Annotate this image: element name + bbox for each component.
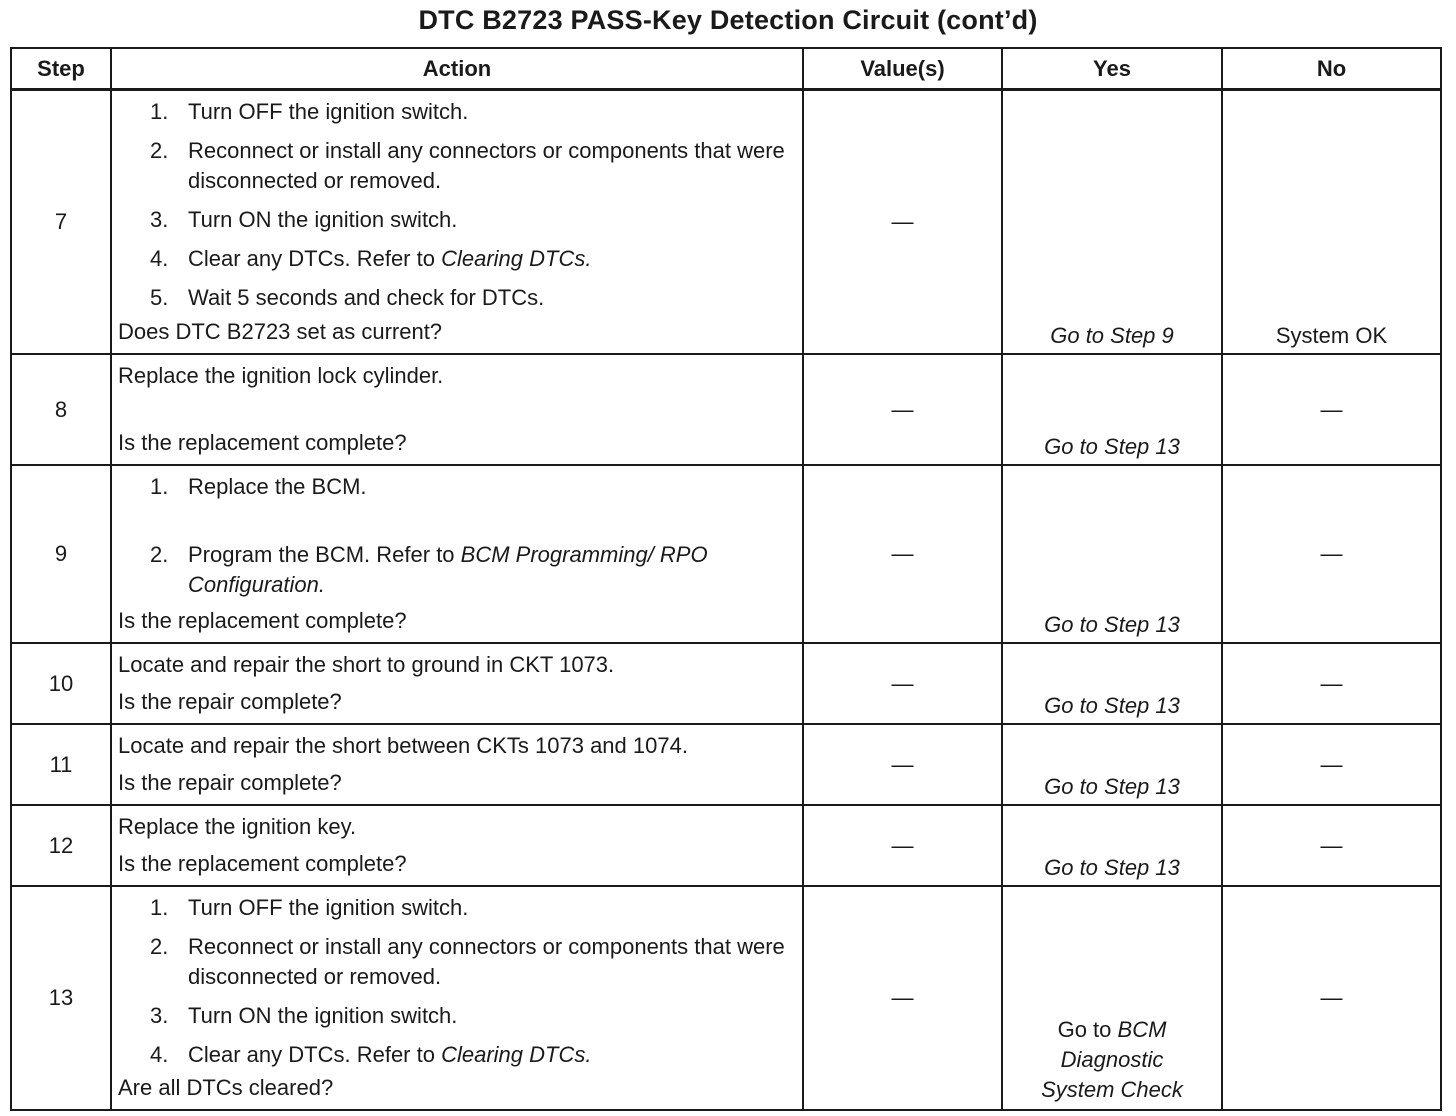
reference-link: BCM Diagnostic System Check [1041, 1017, 1183, 1102]
values-cell: — [803, 465, 1002, 643]
action-question: Is the replacement complete? [118, 430, 407, 455]
yes-cell [1002, 465, 1222, 643]
table-row [11, 465, 1441, 643]
list-item: 1. Turn OFF the ignition switch. [150, 99, 469, 124]
no-cell: — [1222, 465, 1441, 643]
no-cell [1222, 90, 1441, 355]
action-cell [111, 643, 803, 724]
action-question: Are all DTCs cleared? [118, 1075, 334, 1100]
no-cell: — [1222, 886, 1441, 1110]
table-row [11, 643, 1441, 724]
column-header-action: Action [111, 48, 803, 90]
column-header-no: No [1222, 48, 1441, 90]
list-item: 2. Reconnect or install any connectors or components that were disconnected or removed. [150, 138, 785, 193]
action-text: Locate and repair the short to ground in CKT 1073. [118, 652, 615, 677]
no-cell: — [1222, 354, 1441, 465]
action-cell [111, 90, 803, 355]
yes-outcome: Go to Step 13 [1044, 774, 1180, 799]
yes-outcome: Go to BCM Diagnostic System Check [1041, 1017, 1183, 1102]
list-item: 4. Clear any DTCs. Refer to Clearing DTCs. [150, 246, 592, 271]
action-cell [111, 886, 803, 1110]
list-item: 3. Turn ON the ignition switch. [150, 1003, 458, 1028]
step-number: 10 [11, 643, 111, 724]
yes-outcome: Go to Step 13 [1044, 612, 1180, 637]
action-cell [111, 354, 803, 465]
no-outcome: System OK [1275, 323, 1388, 348]
action-cell [111, 465, 803, 643]
no-cell: — [1222, 643, 1441, 724]
action-text: Replace the ignition key. [118, 814, 357, 839]
no-cell: — [1222, 805, 1441, 886]
action-question: Is the repair complete? [118, 689, 342, 714]
yes-cell [1002, 90, 1222, 355]
values-cell: — [803, 724, 1002, 805]
page-title: DTC B2723 PASS-Key Detection Circuit (cont’d) [418, 5, 1038, 35]
yes-cell [1002, 643, 1222, 724]
reference-link: Clearing DTCs. [441, 1042, 592, 1067]
step-number: 8 [11, 354, 111, 465]
reference-link: BCM Programming/ RPO Configuration. [188, 542, 708, 597]
column-header-values: Value(s) [803, 48, 1002, 90]
step-number: 7 [11, 90, 111, 355]
action-question: Is the replacement complete? [118, 608, 407, 633]
yes-cell [1002, 354, 1222, 465]
action-steps-list [118, 472, 792, 600]
yes-cell [1002, 886, 1222, 1110]
action-text: Replace the ignition lock cylinder. [118, 363, 444, 388]
yes-cell [1002, 724, 1222, 805]
step-number: 12 [11, 805, 111, 886]
table-row [11, 886, 1441, 1110]
values-cell: — [803, 805, 1002, 886]
values-cell: — [803, 90, 1002, 355]
table-row [11, 724, 1441, 805]
list-item: 1. Turn OFF the ignition switch. [150, 895, 469, 920]
yes-outcome: Go to Step 13 [1044, 855, 1180, 880]
action-steps-list [118, 893, 792, 1070]
action-question: Is the replacement complete? [118, 851, 407, 876]
values-cell: — [803, 886, 1002, 1110]
yes-outcome: Go to Step 13 [1044, 693, 1180, 718]
step-number: 9 [11, 465, 111, 643]
table-header-row [11, 48, 1441, 90]
values-cell: — [803, 354, 1002, 465]
list-item: 5. Wait 5 seconds and check for DTCs. [150, 285, 545, 310]
action-cell [111, 724, 803, 805]
list-item: 2. Program the BCM. Refer to BCM Programming/ RPO Configuration. [150, 542, 708, 597]
yes-outcome: Go to Step 13 [1044, 434, 1180, 459]
action-question: Does DTC B2723 set as current? [118, 319, 443, 344]
list-item: 4. Clear any DTCs. Refer to Clearing DTCs. [150, 1042, 592, 1067]
diagnostic-table [10, 47, 1442, 1111]
action-question: Is the repair complete? [118, 770, 342, 795]
yes-cell [1002, 805, 1222, 886]
step-number: 13 [11, 886, 111, 1110]
table-row [11, 805, 1441, 886]
action-steps-list [118, 97, 792, 313]
values-cell: — [803, 643, 1002, 724]
no-cell: — [1222, 724, 1441, 805]
action-text: Locate and repair the short between CKTs 1073 and 1074. [118, 733, 688, 758]
table-row [11, 90, 1441, 355]
column-header-yes: Yes [1002, 48, 1222, 90]
list-item: 3. Turn ON the ignition switch. [150, 207, 458, 232]
list-item: 2. Reconnect or install any connectors or components that were disconnected or removed. [150, 934, 785, 989]
yes-outcome: Go to Step 9 [1050, 323, 1174, 348]
column-header-step: Step [11, 48, 111, 90]
list-item: 1. Replace the BCM. [150, 474, 367, 499]
action-cell [111, 805, 803, 886]
reference-link: Clearing DTCs. [441, 246, 592, 271]
step-number: 11 [11, 724, 111, 805]
table-row [11, 354, 1441, 465]
